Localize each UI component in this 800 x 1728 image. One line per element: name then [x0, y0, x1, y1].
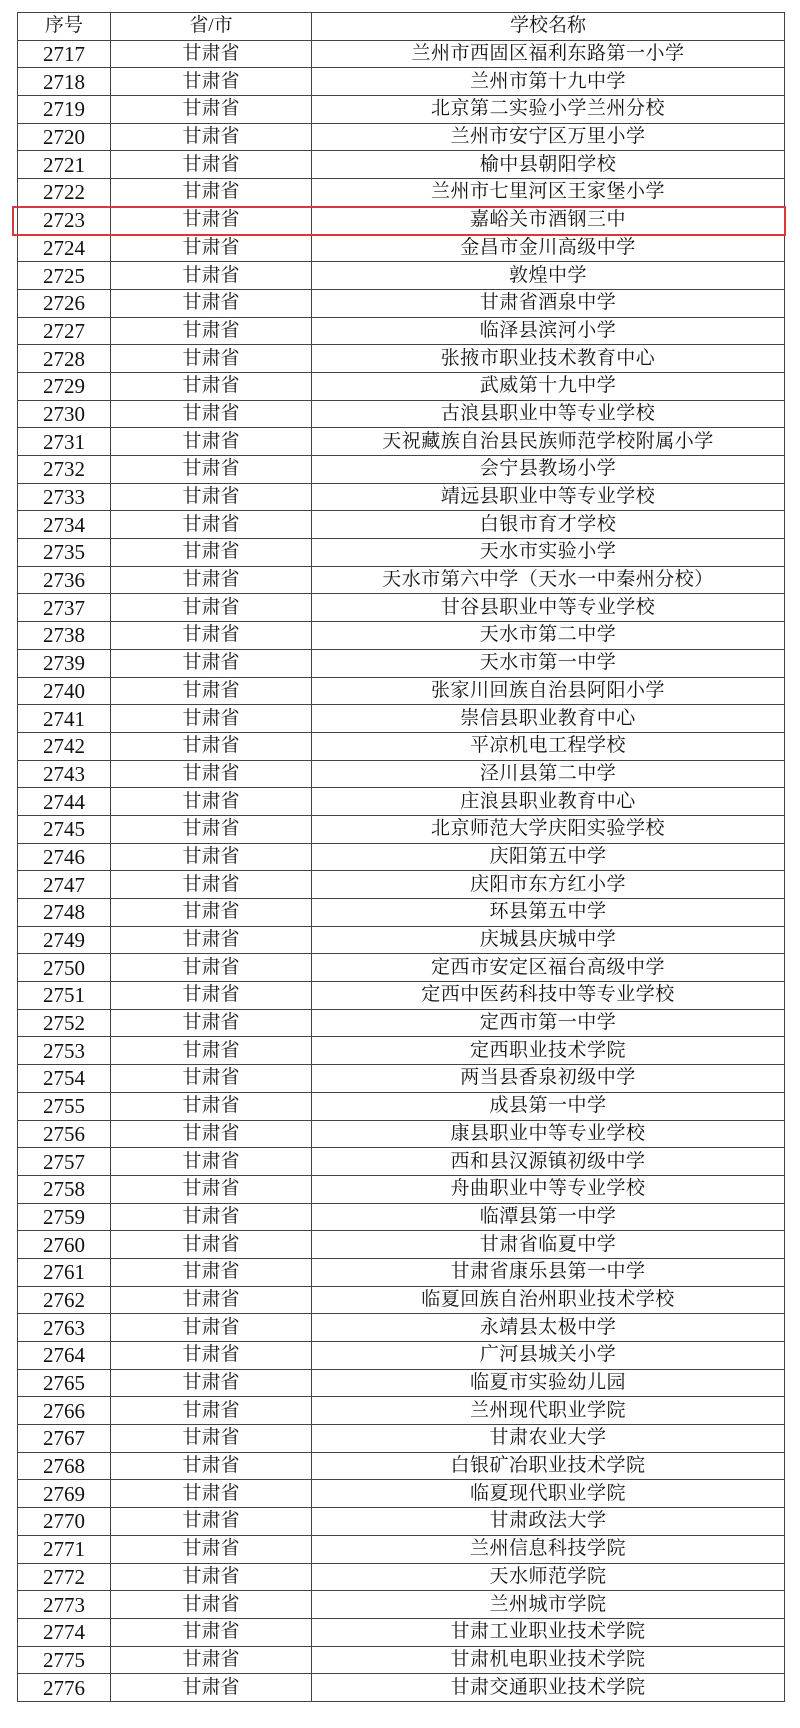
- province-cell: 甘肃省: [111, 954, 312, 982]
- school-name-cell: 兰州市第十九中学: [312, 68, 785, 96]
- school-name-cell: 敦煌中学: [312, 262, 785, 290]
- serial-cell: 2775: [18, 1646, 111, 1674]
- province-cell: 甘肃省: [111, 1535, 312, 1563]
- province-cell: 甘肃省: [111, 1120, 312, 1148]
- serial-cell: 2757: [18, 1148, 111, 1176]
- serial-cell: 2727: [18, 317, 111, 345]
- school-name-cell: 甘肃省临夏中学: [312, 1231, 785, 1259]
- province-cell: 甘肃省: [111, 649, 312, 677]
- province-cell: 甘肃省: [111, 1452, 312, 1480]
- serial-cell: 2743: [18, 760, 111, 788]
- serial-cell: 2733: [18, 483, 111, 511]
- table-row: [18, 539, 785, 567]
- province-cell: 甘肃省: [111, 1674, 312, 1702]
- province-cell: 甘肃省: [111, 483, 312, 511]
- school-name-cell: 天水市第六中学（天水一中秦州分校）: [312, 566, 785, 594]
- school-name-cell: 临夏市实验幼儿园: [312, 1369, 785, 1397]
- school-name-cell: 广河县城关小学: [312, 1342, 785, 1370]
- serial-cell: 2722: [18, 179, 111, 207]
- province-cell: 甘肃省: [111, 317, 312, 345]
- province-cell: 甘肃省: [111, 926, 312, 954]
- province-cell: 甘肃省: [111, 622, 312, 650]
- table-row: [18, 1397, 785, 1425]
- serial-cell: 2738: [18, 622, 111, 650]
- school-name-cell: 甘肃省康乐县第一中学: [312, 1258, 785, 1286]
- province-cell: 甘肃省: [111, 372, 312, 400]
- serial-cell: 2741: [18, 705, 111, 733]
- province-cell: 甘肃省: [111, 843, 312, 871]
- school-name-cell: 定西职业技术学院: [312, 1037, 785, 1065]
- school-name-cell: 白银市育才学校: [312, 511, 785, 539]
- province-cell: 甘肃省: [111, 982, 312, 1010]
- table-row: [18, 179, 785, 207]
- school-name-cell: 临夏现代职业学院: [312, 1480, 785, 1508]
- school-name-cell: 康县职业中等专业学校: [312, 1120, 785, 1148]
- province-cell: 甘肃省: [111, 1618, 312, 1646]
- serial-cell: 2750: [18, 954, 111, 982]
- serial-cell: 2742: [18, 732, 111, 760]
- school-name-cell: 北京第二实验小学兰州分校: [312, 96, 785, 124]
- school-name-cell: 定西市第一中学: [312, 1009, 785, 1037]
- table-row: [18, 1535, 785, 1563]
- serial-cell: 2726: [18, 289, 111, 317]
- table-row: [18, 1591, 785, 1619]
- school-name-cell: 甘肃省酒泉中学: [312, 289, 785, 317]
- province-cell: 甘肃省: [111, 96, 312, 124]
- school-name-cell: 甘肃机电职业技术学院: [312, 1646, 785, 1674]
- school-name-cell: 张掖市职业技术教育中心: [312, 345, 785, 373]
- province-cell: 甘肃省: [111, 1397, 312, 1425]
- school-name-cell: 泾川县第二中学: [312, 760, 785, 788]
- serial-cell: 2740: [18, 677, 111, 705]
- province-cell: 甘肃省: [111, 206, 312, 234]
- school-name-cell: 榆中县朝阳学校: [312, 151, 785, 179]
- province-cell: 甘肃省: [111, 289, 312, 317]
- table-header-row: [18, 13, 785, 41]
- table-row: [18, 677, 785, 705]
- table-row: [18, 345, 785, 373]
- table-row: [18, 1618, 785, 1646]
- serial-cell: 2719: [18, 96, 111, 124]
- school-name-cell: 兰州市西固区福利东路第一小学: [312, 40, 785, 68]
- table-row: [18, 1369, 785, 1397]
- school-name-cell: 舟曲职业中等专业学校: [312, 1175, 785, 1203]
- serial-cell: 2749: [18, 926, 111, 954]
- province-cell: 甘肃省: [111, 539, 312, 567]
- province-cell: 甘肃省: [111, 594, 312, 622]
- province-cell: 甘肃省: [111, 1037, 312, 1065]
- table-row: [18, 982, 785, 1010]
- serial-cell: 2729: [18, 372, 111, 400]
- serial-cell: 2728: [18, 345, 111, 373]
- header-school-name: 学校名称: [312, 13, 785, 41]
- school-name-cell: 武威第十九中学: [312, 372, 785, 400]
- school-name-cell: 兰州信息科技学院: [312, 1535, 785, 1563]
- serial-cell: 2721: [18, 151, 111, 179]
- table-row: [18, 788, 785, 816]
- school-name-cell: 崇信县职业教育中心: [312, 705, 785, 733]
- serial-cell: 2718: [18, 68, 111, 96]
- province-cell: 甘肃省: [111, 1342, 312, 1370]
- table-row: [18, 1452, 785, 1480]
- serial-cell: 2759: [18, 1203, 111, 1231]
- table-row: [18, 1037, 785, 1065]
- school-name-cell: 庆阳市东方红小学: [312, 871, 785, 899]
- school-name-cell: 甘肃工业职业技术学院: [312, 1618, 785, 1646]
- table-row: [18, 372, 785, 400]
- table-row: [18, 428, 785, 456]
- serial-cell: 2731: [18, 428, 111, 456]
- serial-cell: 2760: [18, 1231, 111, 1259]
- serial-cell: 2736: [18, 566, 111, 594]
- school-name-cell: 甘肃交通职业技术学院: [312, 1674, 785, 1702]
- table-row: [18, 705, 785, 733]
- table-row: [18, 1425, 785, 1453]
- serial-cell: 2768: [18, 1452, 111, 1480]
- school-name-cell: 临夏回族自治州职业技术学校: [312, 1286, 785, 1314]
- school-name-cell: 庄浪县职业教育中心: [312, 788, 785, 816]
- table-row: [18, 234, 785, 262]
- serial-cell: 2732: [18, 456, 111, 484]
- serial-cell: 2766: [18, 1397, 111, 1425]
- header-province: 省/市: [111, 13, 312, 41]
- school-name-cell: 定西中医药科技中等专业学校: [312, 982, 785, 1010]
- province-cell: 甘肃省: [111, 1314, 312, 1342]
- table-row: [18, 1065, 785, 1093]
- table-row: [18, 1508, 785, 1536]
- province-cell: 甘肃省: [111, 234, 312, 262]
- school-name-cell: 靖远县职业中等专业学校: [312, 483, 785, 511]
- province-cell: 甘肃省: [111, 1009, 312, 1037]
- table-row: [18, 649, 785, 677]
- serial-cell: 2737: [18, 594, 111, 622]
- province-cell: 甘肃省: [111, 732, 312, 760]
- serial-cell: 2770: [18, 1508, 111, 1536]
- province-cell: 甘肃省: [111, 1148, 312, 1176]
- province-cell: 甘肃省: [111, 151, 312, 179]
- serial-cell: 2774: [18, 1618, 111, 1646]
- province-cell: 甘肃省: [111, 815, 312, 843]
- table-row: [18, 899, 785, 927]
- province-cell: 甘肃省: [111, 1286, 312, 1314]
- table-row: [18, 1009, 785, 1037]
- school-name-cell: 庆城县庆城中学: [312, 926, 785, 954]
- province-cell: 甘肃省: [111, 1480, 312, 1508]
- province-cell: 甘肃省: [111, 1508, 312, 1536]
- serial-cell: 2761: [18, 1258, 111, 1286]
- province-cell: 甘肃省: [111, 456, 312, 484]
- header-serial: 序号: [18, 13, 111, 41]
- school-name-cell: 成县第一中学: [312, 1092, 785, 1120]
- province-cell: 甘肃省: [111, 871, 312, 899]
- table-row: [18, 1286, 785, 1314]
- table-row: [18, 1203, 785, 1231]
- school-name-cell: 天水市实验小学: [312, 539, 785, 567]
- table-row: [18, 1092, 785, 1120]
- table-row: [18, 815, 785, 843]
- school-name-cell: 金昌市金川高级中学: [312, 234, 785, 262]
- province-cell: 甘肃省: [111, 1563, 312, 1591]
- province-cell: 甘肃省: [111, 345, 312, 373]
- serial-cell: 2751: [18, 982, 111, 1010]
- serial-cell: 2771: [18, 1535, 111, 1563]
- school-name-cell: 古浪县职业中等专业学校: [312, 400, 785, 428]
- table-row: [18, 40, 785, 68]
- school-name-cell: 庆阳第五中学: [312, 843, 785, 871]
- serial-cell: 2723: [18, 206, 111, 234]
- province-cell: 甘肃省: [111, 123, 312, 151]
- table-row: [18, 68, 785, 96]
- school-name-cell: 北京师范大学庆阳实验学校: [312, 815, 785, 843]
- school-name-cell: 嘉峪关市酒钢三中: [312, 206, 785, 234]
- province-cell: 甘肃省: [111, 1258, 312, 1286]
- serial-cell: 2725: [18, 262, 111, 290]
- school-name-cell: 两当县香泉初级中学: [312, 1065, 785, 1093]
- province-cell: 甘肃省: [111, 705, 312, 733]
- school-name-cell: 甘肃农业大学: [312, 1425, 785, 1453]
- table-row: [18, 151, 785, 179]
- table-row: [18, 1480, 785, 1508]
- serial-cell: 2776: [18, 1674, 111, 1702]
- province-cell: 甘肃省: [111, 1646, 312, 1674]
- school-name-cell: 张家川回族自治县阿阳小学: [312, 677, 785, 705]
- province-cell: 甘肃省: [111, 899, 312, 927]
- table-row: [18, 760, 785, 788]
- school-list-sheet: [17, 12, 784, 1702]
- table-row: [18, 1120, 785, 1148]
- table-row: [18, 843, 785, 871]
- school-name-cell: 临泽县滨河小学: [312, 317, 785, 345]
- table-row: [18, 123, 785, 151]
- school-name-cell: 平凉机电工程学校: [312, 732, 785, 760]
- table-row: [18, 594, 785, 622]
- province-cell: 甘肃省: [111, 428, 312, 456]
- table-row: [18, 96, 785, 124]
- serial-cell: 2735: [18, 539, 111, 567]
- school-name-cell: 兰州市七里河区王家堡小学: [312, 179, 785, 207]
- province-cell: 甘肃省: [111, 179, 312, 207]
- province-cell: 甘肃省: [111, 566, 312, 594]
- province-cell: 甘肃省: [111, 1425, 312, 1453]
- table-row: [18, 871, 785, 899]
- province-cell: 甘肃省: [111, 262, 312, 290]
- province-cell: 甘肃省: [111, 1231, 312, 1259]
- table-row: [18, 566, 785, 594]
- table-row: [18, 1314, 785, 1342]
- school-name-cell: 天水师范学院: [312, 1563, 785, 1591]
- table-row: [18, 1175, 785, 1203]
- table-row: [18, 262, 785, 290]
- table-row: [18, 1231, 785, 1259]
- table-row: [18, 1674, 785, 1702]
- province-cell: 甘肃省: [111, 40, 312, 68]
- serial-cell: 2755: [18, 1092, 111, 1120]
- serial-cell: 2748: [18, 899, 111, 927]
- province-cell: 甘肃省: [111, 400, 312, 428]
- province-cell: 甘肃省: [111, 1092, 312, 1120]
- serial-cell: 2763: [18, 1314, 111, 1342]
- serial-cell: 2773: [18, 1591, 111, 1619]
- serial-cell: 2756: [18, 1120, 111, 1148]
- table-row: [18, 317, 785, 345]
- school-name-cell: 定西市安定区福台高级中学: [312, 954, 785, 982]
- table-row: [18, 1563, 785, 1591]
- table-row: [18, 622, 785, 650]
- serial-cell: 2767: [18, 1425, 111, 1453]
- table-row: [18, 511, 785, 539]
- table-row: [18, 456, 785, 484]
- province-cell: 甘肃省: [111, 511, 312, 539]
- serial-cell: 2739: [18, 649, 111, 677]
- serial-cell: 2752: [18, 1009, 111, 1037]
- serial-cell: 2753: [18, 1037, 111, 1065]
- school-name-cell: 兰州市安宁区万里小学: [312, 123, 785, 151]
- province-cell: 甘肃省: [111, 1203, 312, 1231]
- serial-cell: 2746: [18, 843, 111, 871]
- serial-cell: 2772: [18, 1563, 111, 1591]
- serial-cell: 2730: [18, 400, 111, 428]
- serial-cell: 2754: [18, 1065, 111, 1093]
- province-cell: 甘肃省: [111, 1065, 312, 1093]
- province-cell: 甘肃省: [111, 68, 312, 96]
- school-name-cell: 永靖县太极中学: [312, 1314, 785, 1342]
- school-name-cell: 白银矿冶职业技术学院: [312, 1452, 785, 1480]
- serial-cell: 2764: [18, 1342, 111, 1370]
- serial-cell: 2745: [18, 815, 111, 843]
- table-row: [18, 206, 785, 234]
- table-row: [18, 483, 785, 511]
- serial-cell: 2769: [18, 1480, 111, 1508]
- serial-cell: 2762: [18, 1286, 111, 1314]
- serial-cell: 2734: [18, 511, 111, 539]
- table-row: [18, 954, 785, 982]
- school-name-cell: 甘谷县职业中等专业学校: [312, 594, 785, 622]
- serial-cell: 2717: [18, 40, 111, 68]
- serial-cell: 2758: [18, 1175, 111, 1203]
- serial-cell: 2744: [18, 788, 111, 816]
- table-row: [18, 289, 785, 317]
- province-cell: 甘肃省: [111, 760, 312, 788]
- province-cell: 甘肃省: [111, 1369, 312, 1397]
- province-cell: 甘肃省: [111, 788, 312, 816]
- serial-cell: 2720: [18, 123, 111, 151]
- table-row: [18, 732, 785, 760]
- table-row: [18, 1148, 785, 1176]
- school-name-cell: 临潭县第一中学: [312, 1203, 785, 1231]
- school-name-cell: 甘肃政法大学: [312, 1508, 785, 1536]
- province-cell: 甘肃省: [111, 1175, 312, 1203]
- school-name-cell: 西和县汉源镇初级中学: [312, 1148, 785, 1176]
- serial-cell: 2724: [18, 234, 111, 262]
- school-name-cell: 兰州城市学院: [312, 1591, 785, 1619]
- table-row: [18, 1258, 785, 1286]
- serial-cell: 2747: [18, 871, 111, 899]
- school-table: [17, 12, 785, 1702]
- province-cell: 甘肃省: [111, 677, 312, 705]
- school-name-cell: 天水市第二中学: [312, 622, 785, 650]
- school-name-cell: 天祝藏族自治县民族师范学校附属小学: [312, 428, 785, 456]
- table-row: [18, 400, 785, 428]
- school-name-cell: 天水市第一中学: [312, 649, 785, 677]
- table-row: [18, 926, 785, 954]
- school-name-cell: 兰州现代职业学院: [312, 1397, 785, 1425]
- table-row: [18, 1342, 785, 1370]
- province-cell: 甘肃省: [111, 1591, 312, 1619]
- school-name-cell: 会宁县教场小学: [312, 456, 785, 484]
- table-row: [18, 1646, 785, 1674]
- school-name-cell: 环县第五中学: [312, 899, 785, 927]
- serial-cell: 2765: [18, 1369, 111, 1397]
